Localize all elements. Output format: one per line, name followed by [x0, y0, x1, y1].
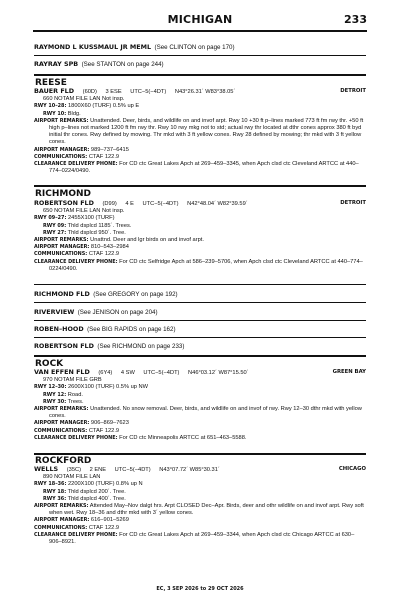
clearance-label: CLEARANCE DELIVERY PHONE: [34, 434, 118, 441]
airport-name[interactable]: VAN EFFEN FLD [34, 368, 90, 376]
runway-end-value: Trees. [67, 398, 84, 405]
runway-end-label: RWY 27: [43, 229, 67, 236]
divider [34, 284, 366, 285]
city-rule [34, 355, 366, 357]
runway-value: 2600X100 (TURF) 0.5% up NW [68, 384, 148, 391]
elevation-notam: 660 NOTAM FILE LAN Not insp. [43, 96, 125, 103]
xref-name: RAYRAY SPB [34, 60, 79, 68]
divider [34, 337, 366, 338]
manager-label: AIRPORT MANAGER: [34, 420, 90, 427]
runway-value: 1800X60 (TURF) 0.5% up E [68, 103, 140, 110]
xref-ref: (See RICHMOND on page 233) [97, 343, 185, 350]
xref-name: RAYMOND L KUSSMAUL JR MEML [34, 43, 152, 51]
remarks-label: AIRPORT REMARKS: [34, 117, 89, 124]
clearance-text: For CD ctc Great Lakes Apch at 269–459–3344, when Apch clsd ctc Chicago ARTCC at 630–906–8921. [49, 531, 355, 546]
airport-coords: N43°26.31´ W83°38.05´ [174, 89, 236, 95]
comms-value: CTAF 122.9 [88, 427, 120, 434]
clearance-text: For CD ctc Great Lakes Apch at 269–459–3345, when Apch clsd ctc Cleveland ARTCC at 440–774–0224/0490. [49, 161, 359, 175]
runway-end-label: RWY 12: [43, 391, 67, 398]
manager-label: AIRPORT MANAGER: [34, 146, 90, 153]
airport-id: (60D) [82, 89, 97, 95]
airport-entry-robertson [34, 200, 366, 273]
elevation-notam: 650 NOTAM FILE LAN Not insp. [43, 208, 125, 215]
runway-value: 2200X100 (TURF) 0.8% up N [68, 481, 143, 488]
airport-entry-van-effen [34, 369, 366, 442]
xref-ref: (See JENISON on page 204) [77, 309, 158, 316]
airport-entry-wells [34, 466, 366, 546]
airport-utc: UTC−5(−4DT) [130, 89, 167, 95]
sectional-chart: GREEN BAY [332, 369, 366, 375]
airport-id: (35C) [66, 467, 81, 473]
runway-end-label: RWY 10: [43, 110, 67, 117]
elevation-notam: 890 NOTAM FILE LAN [43, 474, 101, 481]
airport-coords: N42°48.04´ W82°39.59´ [187, 201, 248, 207]
xref-ref: (See GREGORY on page 192) [93, 291, 178, 298]
remarks-text: Attended May–Nov dalgt hrs. Arpt CLOSED Dec–Apr. Birds, deer and othr wildlife on and invof arpt. Rwy soft when wet. Rwy 18–36 and dthr mkd with 3´ yellow cones. [49, 503, 364, 517]
header-rule [33, 30, 367, 32]
xref-rayray[interactable] [34, 60, 366, 69]
airport-distance: 4 SW [120, 370, 135, 376]
runway-end-label: RWY 09: [43, 222, 67, 229]
runway-end-label: RWY 36: [43, 495, 67, 502]
page-number: 233 [344, 13, 367, 26]
city-heading-reese: REESE [35, 78, 67, 88]
runway-end-value: Road. [67, 391, 83, 398]
city-heading-rock: ROCK [35, 359, 64, 369]
manager-phone: 616–901–5269 [90, 517, 129, 524]
comms-value: CTAF 122.9 [88, 524, 120, 531]
divider [34, 320, 366, 321]
clearance-text: For CD ctc Minneapolis ARTCC at 651–463–5588. [119, 434, 247, 441]
city-heading-rockford: ROCKFORD [35, 456, 92, 466]
runway-label: RWY 10–28: [34, 103, 67, 110]
manager-phone: 810–543–2984 [90, 244, 129, 251]
runway-label: RWY 12–30: [34, 384, 67, 391]
airport-utc: UTC−5(−4DT) [114, 467, 151, 473]
airport-distance: 4 E [125, 201, 134, 207]
xref-name: RIVERVIEW [34, 308, 75, 316]
page-state-title: MICHIGAN [167, 13, 233, 26]
xref-name: ROBEN–HOOD [34, 325, 84, 333]
runway-end-label: RWY 30: [43, 398, 67, 405]
city-rule [34, 453, 366, 455]
divider [34, 302, 366, 303]
clearance-label: CLEARANCE DELIVERY PHONE: [34, 161, 118, 168]
comms-label: COMMUNICATIONS: [34, 153, 88, 160]
airport-distance: 2 ENE [89, 467, 107, 473]
remarks-text: Unattended. No snow removal. Deer, birds, and wildlife on and invof of rwy. Rwy 12–30 dthr mkd with yellow cones. [49, 406, 362, 420]
page-footer: EC, 3 SEP 2026 to 29 OCT 2026 [156, 586, 244, 592]
city-heading-richmond: RICHMOND [35, 189, 92, 199]
city-rule [34, 74, 366, 76]
comms-value: CTAF 122.9 [88, 153, 120, 160]
xref-ref: (See STANTON on page 244) [81, 61, 164, 68]
remarks-label: AIRPORT REMARKS: [34, 503, 89, 510]
xref-roben-hood[interactable] [34, 325, 366, 334]
manager-phone: 989–737–6415 [90, 146, 129, 153]
divider [34, 55, 366, 56]
sectional-chart: CHICAGO [338, 466, 366, 472]
remarks-text: Unattended. Deer, birds, and wildlife on and invof arpt. Rwy 10 +30 ft p–lines marked 773 ft fm rwy thr. +50 ft high p–lines not marked 1200 ft fm rwy thr. Rwy 10 rwy mkg not to std; actual rwy thr located at dthr cones approx 380 ft byd initial thr cones. Rwy defined by mowing. Thr mkd with 3 ft yellow cones. Rwy 28 defined by mowing; thr mkd with 3 ft yellow cones. [49, 117, 364, 146]
runway-label: RWY 09–27: [34, 215, 67, 222]
airport-name[interactable]: ROBERTSON FLD [34, 199, 94, 207]
elevation-notam: 970 NOTAM FILE GRB [43, 377, 102, 384]
remarks-text: Unattnd. Deer and lgr birds on and invof arpt. [90, 237, 204, 244]
airport-name[interactable]: WELLS [34, 465, 59, 473]
comms-label: COMMUNICATIONS: [34, 427, 88, 434]
airport-entry-bauer [34, 88, 366, 175]
airport-utc: UTC−5(−4DT) [142, 201, 179, 207]
runway-end-value: Thld dsplcd 1185´. Trees. [67, 222, 132, 229]
comms-label: COMMUNICATIONS: [34, 524, 88, 531]
clearance-label: CLEARANCE DELIVERY PHONE: [34, 258, 118, 265]
xref-riverview[interactable] [34, 308, 366, 317]
remarks-label: AIRPORT REMARKS: [34, 237, 89, 244]
manager-label: AIRPORT MANAGER: [34, 517, 90, 524]
remarks-label: AIRPORT REMARKS: [34, 406, 89, 413]
runway-value: 2455X100 (TURF) [68, 215, 115, 222]
airport-id: (6Y4) [98, 370, 113, 376]
airport-coords: N46°03.12´ W87°15.50´ [188, 370, 249, 376]
manager-phone: 906–869–7623 [90, 420, 129, 427]
xref-kussmaul[interactable] [34, 43, 366, 52]
sectional-chart: DETROIT [340, 200, 366, 206]
xref-name: ROBERTSON FLD [34, 342, 94, 350]
airport-coords: N43°07.72´ W85°30.31´ [159, 467, 220, 473]
airport-utc: UTC−5(−4DT) [143, 370, 180, 376]
xref-richmond-fld[interactable] [34, 290, 366, 299]
comms-label: COMMUNICATIONS: [34, 251, 88, 258]
runway-end-value: Bldg. [67, 110, 81, 117]
xref-robertson-fld[interactable] [34, 342, 366, 351]
airport-name[interactable]: BAUER FLD [34, 87, 75, 95]
comms-value: CTAF 122.9 [88, 251, 120, 258]
airport-distance: 3 ESE [105, 89, 122, 95]
clearance-label: CLEARANCE DELIVERY PHONE: [34, 531, 118, 538]
xref-ref: (See BIG RAPIDS on page 162) [87, 326, 176, 333]
runway-end-value: Thld dsplcd 200´. Tree. [67, 488, 126, 495]
city-rule [34, 185, 366, 187]
clearance-text: For CD ctc Selfridge Apch at 586–239–5706, when Apch clsd ctc Cleveland ARTCC at 440–774–0224/0490. [49, 258, 363, 272]
xref-ref: (See CLINTON on page 170) [154, 44, 235, 51]
airport-id: (D99) [102, 201, 117, 207]
manager-label: AIRPORT MANAGER: [34, 244, 90, 251]
runway-end-label: RWY 18: [43, 488, 67, 495]
xref-name: RICHMOND FLD [34, 290, 90, 298]
runway-end-value: Thld dsplcd 400´. Tree. [67, 495, 126, 502]
runway-end-value: Thld dsplcd 950´. Tree. [67, 229, 126, 236]
runway-label: RWY 18–36: [34, 481, 67, 488]
sectional-chart: DETROIT [340, 88, 366, 94]
